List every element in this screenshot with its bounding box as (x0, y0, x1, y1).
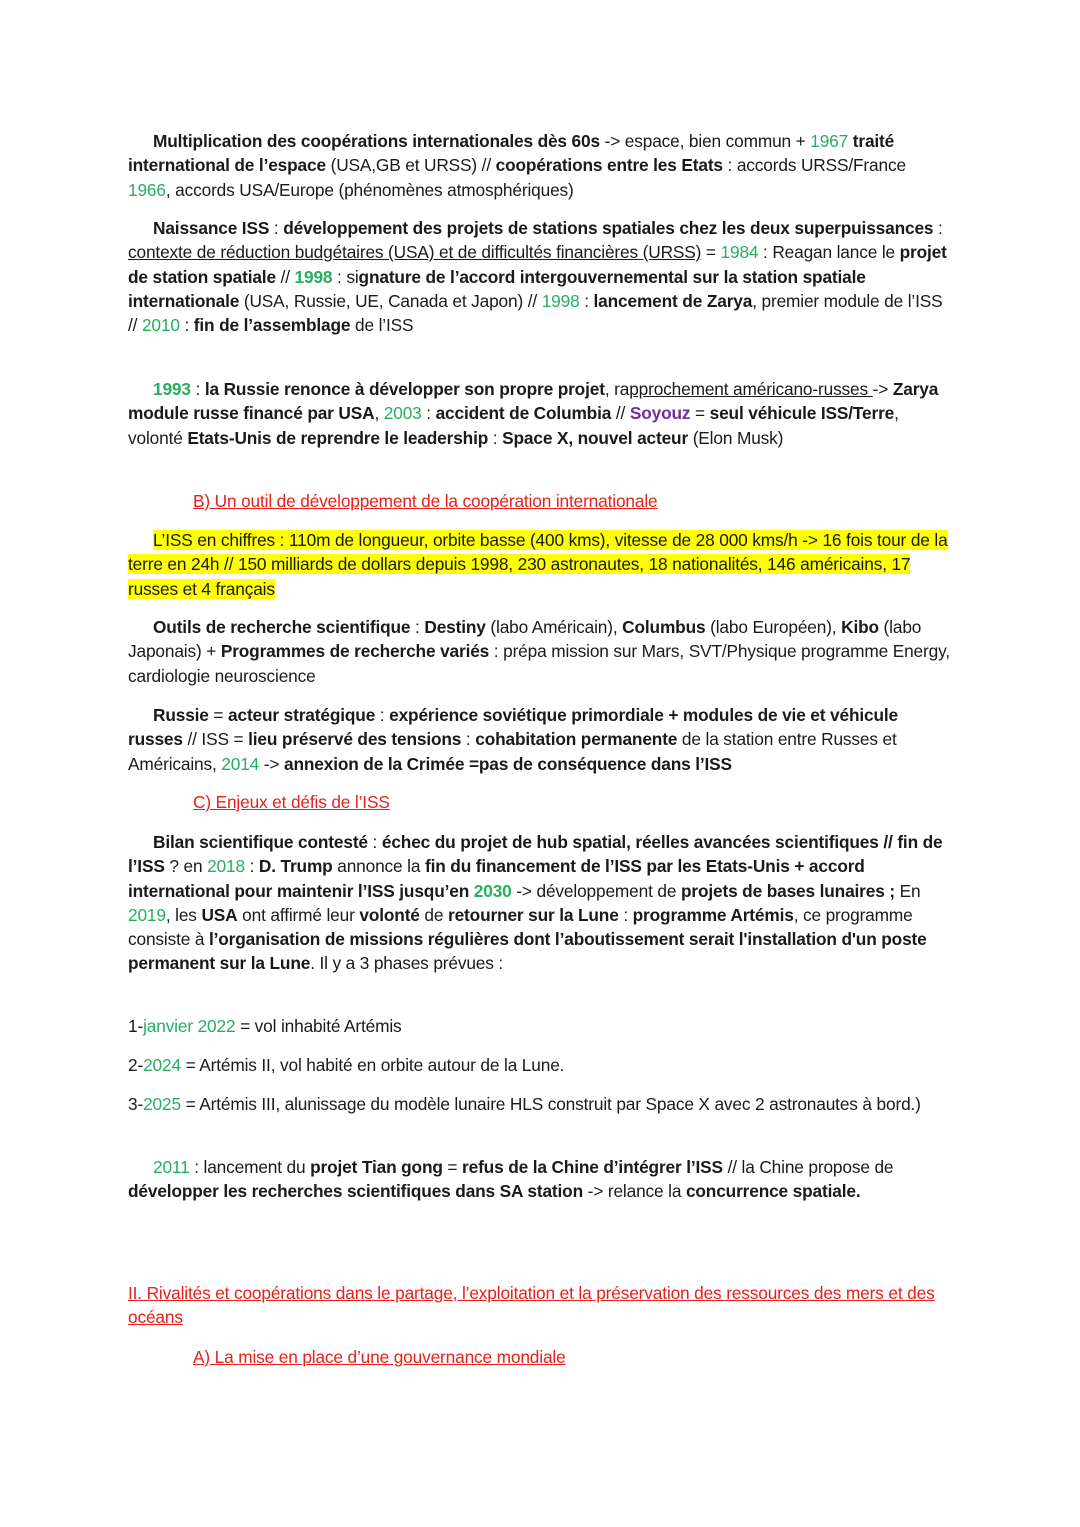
text-run: L’ISS en chiffres : 110m de longueur, orbite basse (400 kms), vitesse de 28 000 kms/h -> 16 fois tour de la terre en 24h // 150 milliards de dollars depuis 1998, 230 astronautes, 18 nationalités, 146 américains, 17 russes et 4 français (128, 530, 948, 599)
text-run: : (421, 403, 436, 424)
text-run: Bilan scientifique contesté (153, 832, 368, 852)
text-run: traité international de l’espace (128, 131, 895, 176)
text-run: refus de la Chine d’intégrer l’ISS (462, 1157, 723, 1177)
text-run: , (374, 403, 384, 424)
text-run: 2011 (153, 1157, 190, 1177)
text-run: lieu préservé des tensions (248, 729, 462, 750)
text-run: // ISS = (182, 729, 249, 750)
text-run: 2- (128, 1055, 144, 1075)
text-run: , accords USA/Europe (phénomènes atmosphériques) (165, 179, 574, 200)
text-run: de l’ISS (350, 315, 414, 336)
section-heading-a (128, 1345, 952, 1369)
text-run: 2030 (473, 880, 512, 901)
text-run: 1998 (294, 266, 333, 287)
paragraph-iss-chiffres (128, 528, 952, 601)
paragraph-outils (128, 615, 952, 688)
text-run: (Elon Musk) (688, 427, 784, 448)
text-run: projet Tian gong (310, 1157, 443, 1177)
text-run: : si (332, 266, 359, 287)
text-run: 2014 (221, 753, 260, 774)
text-run: (labo Américain), (485, 617, 623, 637)
text-run: Russie (153, 705, 209, 725)
text-run: : (488, 427, 503, 448)
heading-text: C) Enjeux et défis de l’ISS (193, 792, 390, 812)
text-run: = Artémis III, alunissage du modèle lunaire HLS construit par Space X avec 2 astronautes à bord.) (180, 1094, 921, 1114)
paragraph-russie (128, 703, 952, 776)
text-run: (USA, Russie, UE, Canada et Japon) // (239, 290, 542, 311)
text-run: 1998 (541, 290, 580, 311)
text-run: En (894, 880, 921, 901)
text-run: Destiny (424, 617, 486, 637)
phase-2 (128, 1053, 952, 1077)
text-run: projet de station spatiale (128, 242, 947, 287)
text-run: = vol inhabité Artémis (235, 1016, 402, 1036)
text-run: Soyouz (629, 403, 691, 424)
text-run: Space X, nouvel acteur (502, 427, 689, 448)
text-run: // (611, 403, 630, 424)
text-run: ? en (164, 856, 208, 877)
text-run: -> développement de (511, 880, 681, 901)
text-run: échec du projet de hub spatial, réelles avancées scientifiques // fin de l’ISS (128, 832, 943, 877)
text-run: : (244, 856, 259, 877)
text-run: cohabitation permanente (475, 729, 678, 750)
text-run: Outils de recherche scientifique (153, 617, 411, 637)
paragraph-naissance-iss (128, 216, 952, 337)
text-run: retourner sur la Lune (448, 904, 619, 925)
phase-1 (128, 1014, 952, 1038)
text-run: , les (165, 904, 202, 925)
text-run: , premier module de l’ISS // (128, 290, 943, 336)
section-heading-c (128, 790, 952, 814)
text-run: annonce la (332, 856, 425, 877)
text-run: 2024 (143, 1055, 181, 1075)
text-run: l’organisation de missions régulières dont l’aboutissement serait l'installation d'un poste permanent sur la Lune (128, 929, 927, 974)
text-run: , ra (604, 379, 630, 399)
text-run: Naissance ISS (153, 218, 270, 238)
text-run: USA (201, 904, 238, 925)
text-run: : accords URSS/France (722, 155, 906, 176)
text-run: 2019 (128, 904, 166, 925)
text-run: 2003 (383, 403, 422, 424)
text-run: // (275, 266, 295, 287)
text-run: Etats-Unis de reprendre le leadership (187, 427, 489, 448)
text-run: . Il y a 3 phases prévues : (310, 953, 504, 974)
text-run: la Russie renonce à développer son propre projet (204, 379, 605, 399)
text-run: de la station entre Russes et Américains, (128, 729, 897, 774)
paragraph-bilan (128, 830, 952, 976)
text-run: : prépa mission sur Mars, SVT/Physique programme Energy, cardiologie neuroscience (128, 641, 950, 686)
text-run: -> (872, 379, 893, 399)
text-run: janvier 2022 (143, 1016, 236, 1036)
text-run: Programmes de recherche variés (220, 641, 490, 662)
text-run: -> (259, 753, 284, 774)
text-run: volonté (359, 904, 420, 925)
heading-text: B) Un outil de développement de la coopération internationale (193, 491, 658, 511)
text-run: Kibo (841, 617, 879, 637)
text-run: , volonté (128, 403, 899, 448)
text-run: acteur stratégique (228, 705, 376, 725)
text-run: (labo Européen), (705, 617, 842, 637)
text-run: gnature de l’accord intergouvernemental sur la station spatiale internationale (128, 266, 866, 311)
text-run: -> espace, bien commun + (599, 131, 811, 151)
text-run: projets de bases lunaires ; (680, 880, 895, 901)
text-run: 3- (128, 1094, 144, 1114)
heading-text: A) La mise en place d’une gouvernance mondiale (193, 1347, 566, 1367)
text-run: 1- (128, 1016, 144, 1036)
section-heading-b (128, 489, 952, 513)
text-run: Multiplication des coopérations internationales dès 60s (153, 131, 600, 151)
text-run: programme Artémis (632, 904, 794, 925)
text-run: : (269, 218, 284, 238)
text-run: // la Chine propose de (722, 1157, 894, 1177)
text-run: : (579, 290, 594, 311)
text-run: : (933, 218, 943, 238)
text-run: coopérations entre les Etats (495, 155, 723, 176)
text-run: = (442, 1157, 463, 1177)
text-run: lancement de Zarya (593, 290, 753, 311)
text-run: : (461, 729, 476, 750)
text-run: annexion de la Crimée =pas de conséquence dans l’ISS (284, 753, 732, 774)
text-run: pprochement américano-russes (629, 379, 873, 399)
text-run: = Artémis II, vol habité en orbite autour de la Lune. (180, 1055, 565, 1075)
section-heading-ii (128, 1281, 952, 1330)
paragraph-2011 (128, 1155, 952, 1204)
text-run: (USA,GB et URSS) // (325, 155, 496, 176)
text-run: 1967 (810, 131, 849, 151)
text-run: = (701, 242, 721, 263)
text-run: 1966 (128, 179, 166, 200)
heading-text: II. Rivalités et coopérations dans le partage, l’exploitation et la préservation des ressources des mers et des océans (128, 1283, 935, 1328)
text-run: : (410, 617, 425, 637)
text-run: 2010 (141, 315, 180, 336)
text-run: = (690, 403, 710, 424)
text-run: Zarya module russe financé par USA (128, 379, 939, 424)
text-run: développer les recherches scientifiques dans SA station (128, 1181, 583, 1202)
text-run: -> relance la (583, 1181, 686, 1202)
text-run: fin de l’assemblage (193, 315, 351, 336)
text-run: développement des projets de stations spatiales chez les deux superpuissances (283, 218, 934, 238)
paragraph-cooperations (128, 129, 952, 202)
text-run: : lancement du (189, 1157, 311, 1177)
text-run: : (618, 904, 633, 925)
paragraph-1993 (128, 377, 952, 450)
text-run: 2018 (207, 856, 245, 877)
text-run: = (208, 705, 229, 725)
text-run: de (419, 904, 449, 925)
text-run: : Reagan lance le (758, 242, 900, 263)
text-run: (labo Japonais) + (128, 617, 922, 662)
text-run: contexte de réduction budgétaires (USA) et de difficultés financières (URSS) (128, 242, 702, 263)
text-run: seul véhicule ISS/Terre (709, 403, 895, 424)
text-run: , ce programme consiste à (128, 904, 913, 950)
text-run: ont affirmé leur (237, 904, 360, 925)
text-run: : (367, 832, 382, 852)
phase-3 (128, 1092, 952, 1116)
text-run: 2025 (143, 1094, 181, 1114)
text-run: fin du financement de l’ISS par les Etats-Unis + accord international pour maintenir l’ISS jusqu’en (128, 856, 865, 901)
text-run: : (190, 379, 205, 399)
text-run: : (179, 315, 194, 336)
text-run: expérience soviétique primordiale + modules de vie et véhicule russes (128, 705, 898, 750)
text-run: 1993 (153, 379, 191, 399)
text-run: accident de Columbia (435, 403, 612, 424)
text-run: Columbus (622, 617, 706, 637)
text-run: 1984 (720, 242, 759, 263)
text-run: D. Trump (258, 856, 333, 877)
text-run: concurrence spatiale. (685, 1181, 861, 1202)
text-run: : (375, 705, 390, 725)
